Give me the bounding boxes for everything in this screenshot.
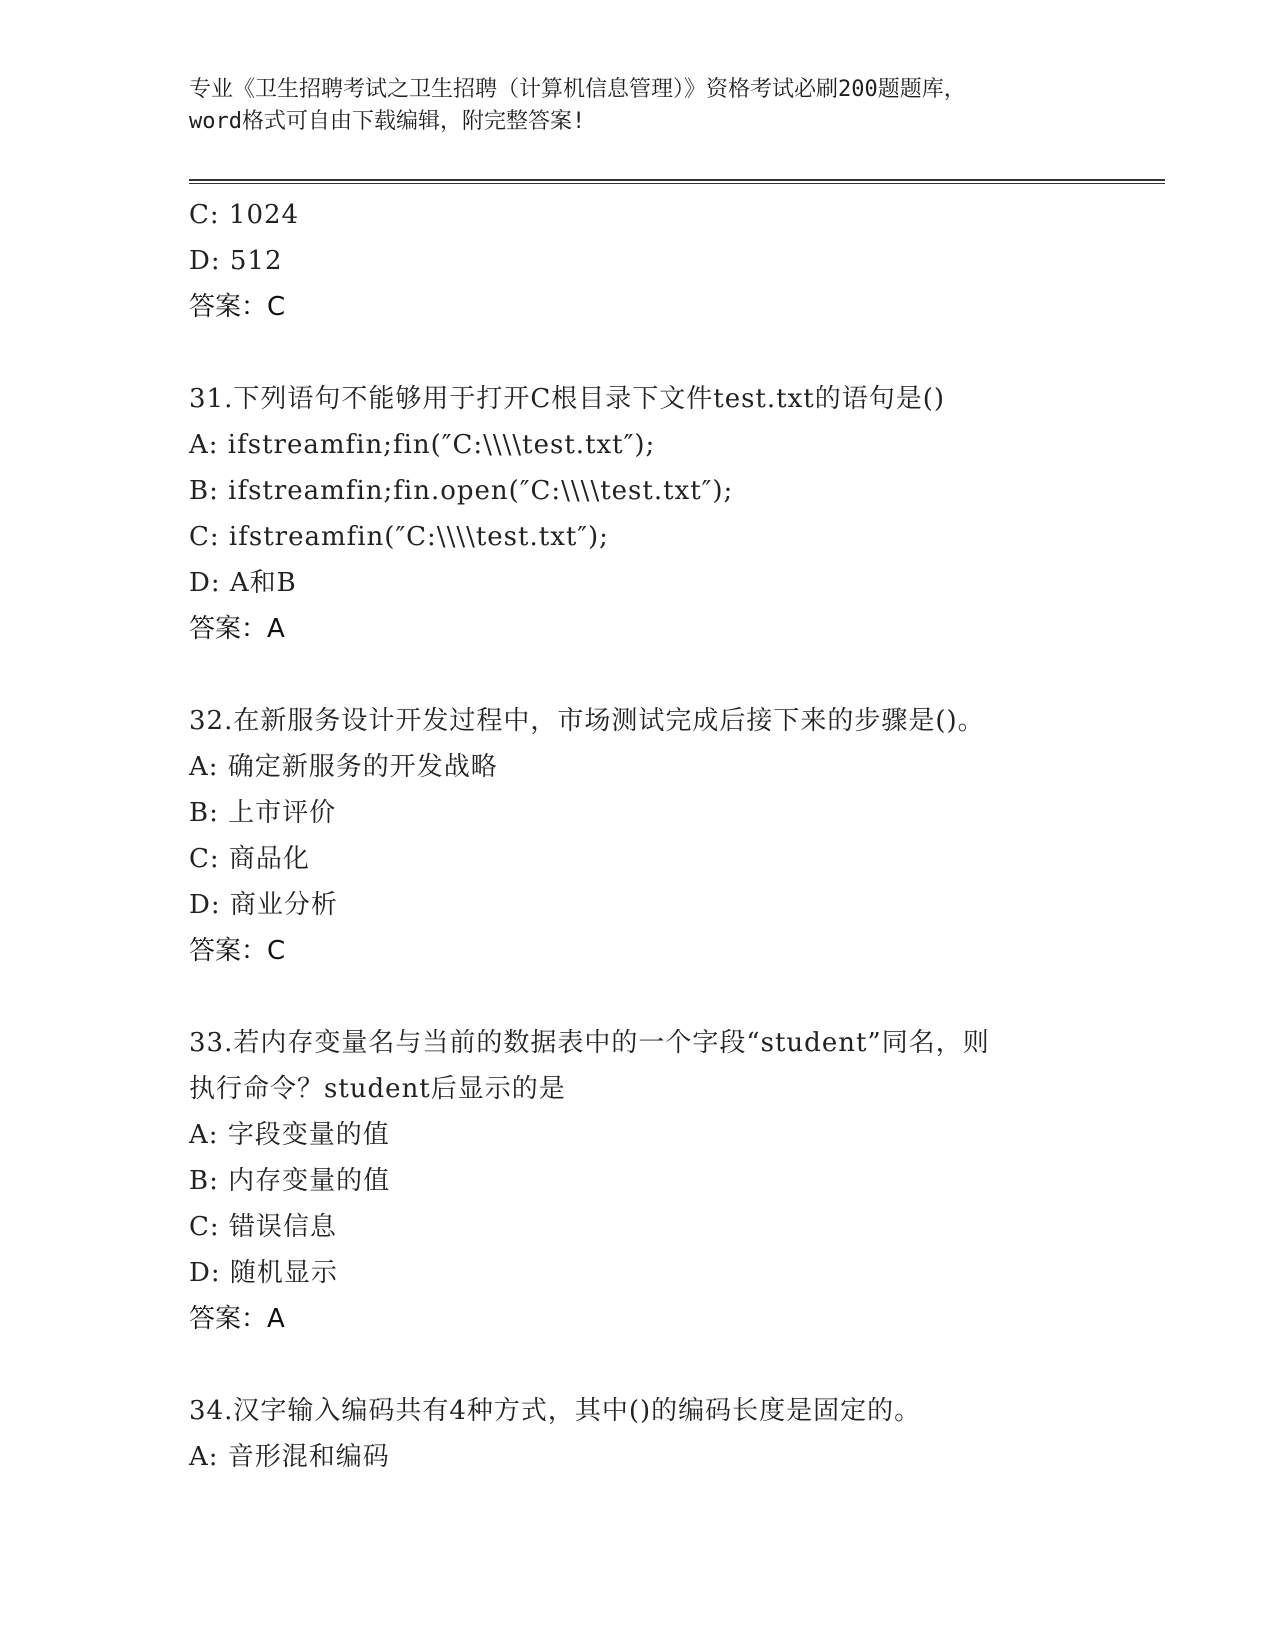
option-a: A: 确定新服务的开发战略 xyxy=(189,752,498,782)
question-text: 31.下列语句不能够用于打开C根目录下文件test.txt的语句是() xyxy=(189,384,945,414)
spacer xyxy=(189,1342,1149,1388)
option-c: C: ifstreamfin(″C:\\\\test.txt″); xyxy=(189,522,609,552)
option-b: B: 上市评价 xyxy=(189,798,337,828)
option-c: C: 商品化 xyxy=(189,844,310,874)
header-line-2: word格式可自由下载编辑，附完整答案! xyxy=(189,109,586,134)
option-c: C: 1024 xyxy=(189,200,300,230)
question-32 xyxy=(189,698,1149,974)
answer-line: 答案：C xyxy=(189,936,286,966)
question-31 xyxy=(189,376,1149,652)
option-c: C: 错误信息 xyxy=(189,1212,337,1242)
option-b: B: ifstreamfin;fin.open(″C:\\\\test.txt″); xyxy=(189,476,734,506)
option-a: A: ifstreamfin;fin(″C:\\\\test.txt″); xyxy=(189,430,656,460)
answer-line: 答案：A xyxy=(189,1304,285,1334)
option-d: D: 512 xyxy=(189,246,283,276)
answer-line: 答案：C xyxy=(189,292,286,322)
spacer xyxy=(189,652,1149,698)
option-a: A: 音形混和编码 xyxy=(189,1442,390,1472)
question-text-continued: 执行命令？student后显示的是 xyxy=(189,1074,566,1104)
option-d: D: 随机显示 xyxy=(189,1258,338,1288)
document-header xyxy=(189,74,1109,138)
question-list xyxy=(189,192,1149,1480)
question-text: 32.在新服务设计开发过程中，市场测试完成后接下来的步骤是()。 xyxy=(189,706,985,736)
question-30-tail xyxy=(189,192,1149,330)
question-34 xyxy=(189,1388,1149,1480)
question-text: 34.汉字输入编码共有4种方式，其中()的编码长度是固定的。 xyxy=(189,1396,922,1426)
spacer xyxy=(189,974,1149,1020)
header-line-1: 专业《卫生招聘考试之卫生招聘（计算机信息管理）》资格考试必刷200题题库， xyxy=(189,77,966,102)
option-d: D: A和B xyxy=(189,568,297,598)
answer-line: 答案：A xyxy=(189,614,285,644)
spacer xyxy=(189,330,1149,376)
question-33 xyxy=(189,1020,1149,1342)
option-d: D: 商业分析 xyxy=(189,890,338,920)
header-divider xyxy=(189,179,1165,184)
question-text: 33.若内存变量名与当前的数据表中的一个字段“student”同名，则 xyxy=(189,1028,990,1058)
option-a: A: 字段变量的值 xyxy=(189,1120,390,1150)
option-b: B: 内存变量的值 xyxy=(189,1166,391,1196)
